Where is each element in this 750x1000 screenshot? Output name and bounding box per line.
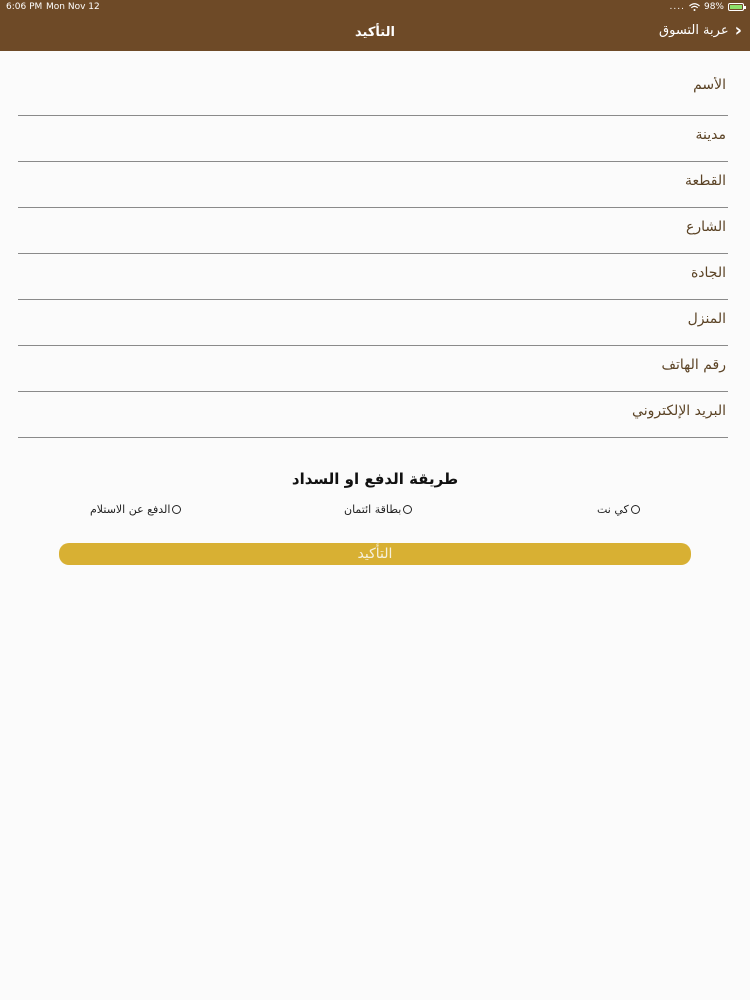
status-date: Mon Nov 12: [46, 2, 100, 12]
field-name: [18, 62, 728, 116]
status-time: 6:06 PM: [6, 2, 43, 12]
payment-option-cash-on-delivery[interactable]: [90, 503, 181, 516]
payment-option-label: الدفع عن الاستلام: [90, 503, 171, 516]
radio-circle-icon: [403, 505, 412, 514]
field-email: [18, 392, 728, 438]
payment-option-label: بطاقة ائتمان: [344, 503, 402, 516]
status-right: [670, 2, 744, 12]
city-input[interactable]: [18, 116, 728, 161]
address-form: [18, 62, 728, 438]
field-avenue: [18, 254, 728, 300]
battery-icon: [728, 3, 744, 11]
street-input[interactable]: [18, 208, 728, 253]
payment-method-title: طريقة الدفع او السداد: [291, 470, 459, 488]
avenue-input[interactable]: [18, 254, 728, 299]
battery-percent: 98%: [703, 2, 724, 12]
field-city: [18, 116, 728, 162]
payment-options: [0, 503, 750, 519]
payment-option-credit-card[interactable]: [344, 503, 412, 516]
confirm-button[interactable]: التأكيد: [59, 543, 691, 565]
email-input[interactable]: [18, 392, 728, 437]
house-input[interactable]: [18, 300, 728, 345]
field-house: [18, 300, 728, 346]
status-bar: [0, 2, 750, 14]
back-to-cart-button[interactable]: [659, 19, 742, 41]
signal-dots: ....: [669, 2, 685, 12]
name-input[interactable]: [18, 62, 728, 115]
page-title: التأكيد: [355, 25, 395, 40]
chevron-left-icon: ‹: [734, 19, 742, 41]
field-street: [18, 208, 728, 254]
wifi-icon: [689, 3, 700, 11]
block-input[interactable]: [18, 162, 728, 207]
radio-circle-icon: [631, 505, 640, 514]
phone-input[interactable]: [18, 346, 728, 391]
top-bar: [0, 0, 750, 51]
back-button-label: عربة التسوق: [659, 23, 729, 38]
field-phone: [18, 346, 728, 392]
payment-option-knet[interactable]: [597, 503, 640, 516]
radio-circle-icon: [172, 505, 181, 514]
field-block: [18, 162, 728, 208]
payment-option-label: كي نت: [597, 503, 629, 516]
